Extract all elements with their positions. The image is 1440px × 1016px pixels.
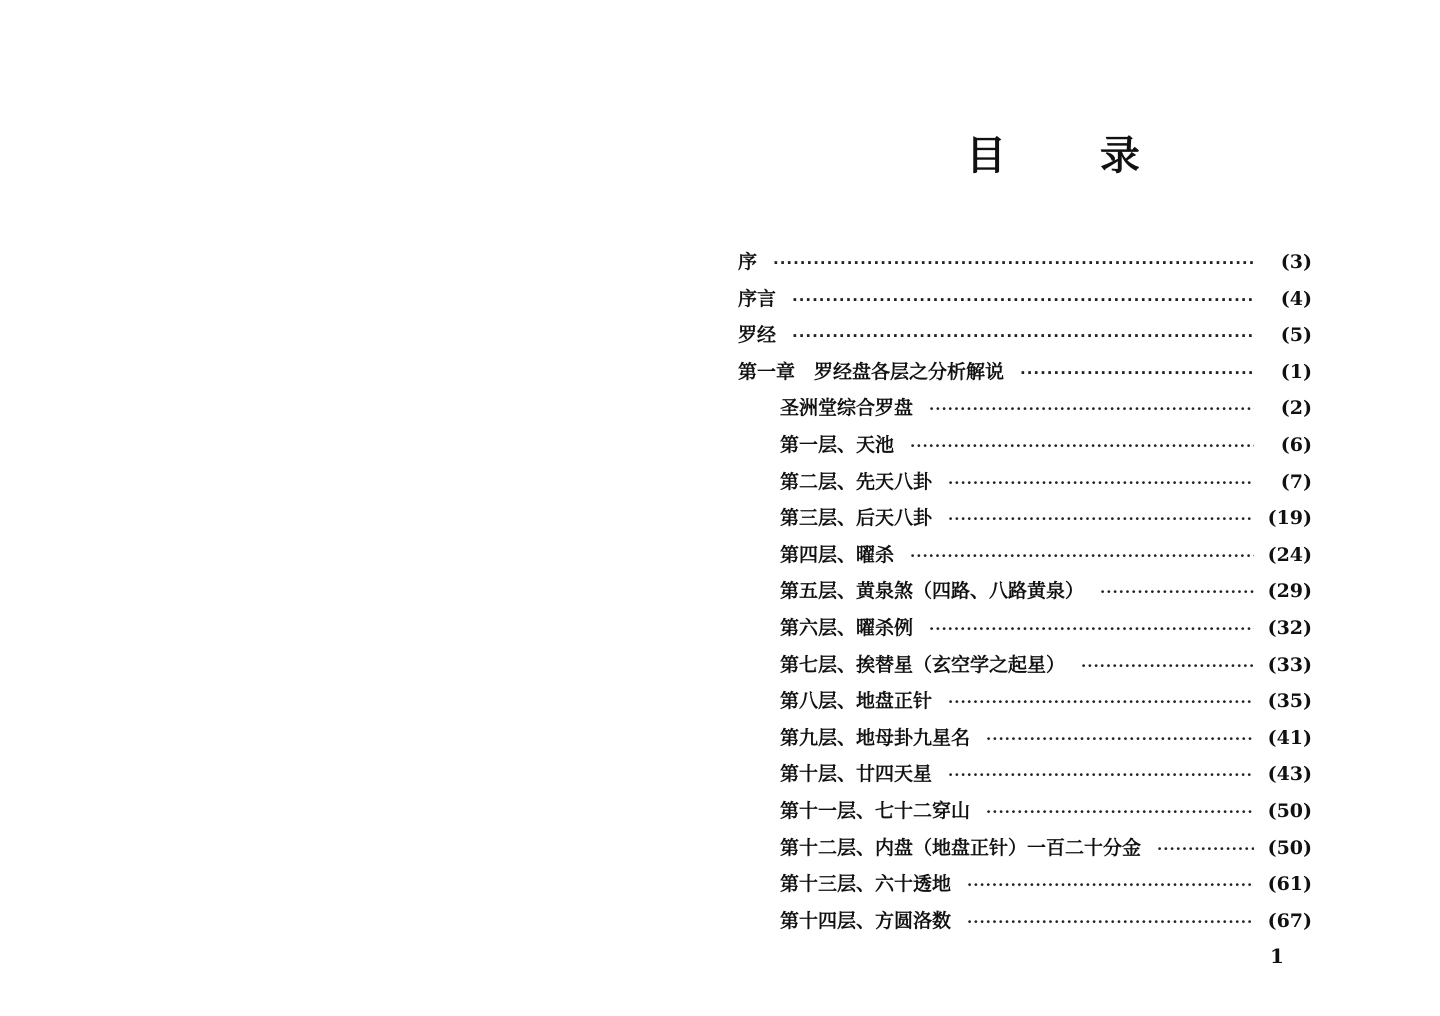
- toc-entry-page: (6): [1280, 433, 1312, 456]
- toc-entry-page: (29): [1267, 580, 1312, 603]
- toc-entry-label: 第四层、曜杀: [780, 543, 895, 566]
- toc-entry[interactable]: [738, 390, 1312, 427]
- toc-entry-label: 第五层、黄泉煞（四路、八路黄泉）: [780, 580, 1085, 603]
- toc-entry-page: (5): [1280, 324, 1312, 347]
- toc-entry-page: (24): [1267, 543, 1312, 566]
- toc-entry-label: 第三层、后天八卦: [780, 507, 933, 530]
- toc-entry-label: 罗经: [738, 324, 777, 347]
- toc-entry-page: (41): [1267, 726, 1312, 749]
- toc-entry[interactable]: [738, 500, 1312, 537]
- left-blank-page: [0, 0, 700, 1016]
- dot-leader: [1020, 355, 1254, 392]
- toc-entry[interactable]: [738, 317, 1312, 354]
- toc-entry[interactable]: [738, 281, 1312, 318]
- page-number: 1: [1270, 944, 1284, 968]
- toc-title: 目 录: [966, 133, 1180, 179]
- toc-entry[interactable]: [738, 427, 1312, 464]
- dot-leader: [910, 428, 1254, 465]
- toc-entry[interactable]: [738, 830, 1312, 867]
- toc-entry-page: (19): [1267, 507, 1312, 530]
- toc-entry[interactable]: [738, 683, 1312, 720]
- toc-entry-label: 第十层、廿四天星: [780, 763, 933, 786]
- toc-entry-label: 第十三层、六十透地: [780, 873, 952, 896]
- dot-leader: [1081, 648, 1254, 685]
- dot-leader: [1157, 831, 1254, 868]
- toc-entry-page: (67): [1267, 909, 1312, 932]
- toc-entry-label: 序: [738, 251, 758, 273]
- dot-leader: [948, 465, 1254, 502]
- toc-entry-page: (2): [1280, 397, 1312, 420]
- toc-entry-page: (50): [1267, 836, 1312, 859]
- dot-leader: [792, 318, 1254, 355]
- dot-leader: [967, 904, 1254, 941]
- dot-leader: [792, 282, 1254, 319]
- toc-entry[interactable]: [738, 866, 1312, 903]
- toc-entry-label: 第六层、曜杀例: [780, 616, 914, 639]
- toc-entry-page: (50): [1267, 799, 1312, 822]
- toc-entry-label: 圣洲堂综合罗盘: [780, 397, 914, 420]
- dot-leader: [948, 501, 1254, 538]
- toc-entry-page: (33): [1267, 653, 1312, 676]
- toc-entry[interactable]: [738, 903, 1312, 940]
- toc-entry-page: (35): [1267, 690, 1312, 713]
- toc-entry[interactable]: [738, 244, 1312, 281]
- toc-entry[interactable]: [738, 354, 1312, 391]
- toc-entry[interactable]: [738, 464, 1312, 501]
- toc-entry-page: (43): [1267, 763, 1312, 786]
- toc-entry-label: 第十一层、七十二穿山: [780, 799, 971, 822]
- toc-entry-label: 第九层、地母卦九星名: [780, 726, 971, 749]
- dot-leader: [773, 245, 1254, 282]
- toc-entry-page: (61): [1267, 873, 1312, 896]
- dot-leader: [986, 794, 1254, 831]
- toc-entry[interactable]: [738, 537, 1312, 574]
- dot-leader: [948, 684, 1254, 721]
- dot-leader: [948, 757, 1254, 794]
- toc-entry[interactable]: [738, 793, 1312, 830]
- toc-entry-page: (3): [1280, 251, 1312, 273]
- dot-leader: [967, 867, 1254, 904]
- toc-entry-page: (4): [1280, 287, 1312, 310]
- dot-leader: [929, 611, 1254, 648]
- toc-entry-label: 第十二层、内盘（地盘正针）一百二十分金: [780, 836, 1142, 859]
- dot-leader: [986, 721, 1254, 758]
- toc-entry-label: 第八层、地盘正针: [780, 690, 933, 713]
- toc-entry-label: 序言: [738, 287, 777, 310]
- toc-entry-label: 第一层、天池: [780, 433, 895, 456]
- toc-entry-label: 第七层、挨替星（玄空学之起星）: [780, 653, 1066, 676]
- toc-entry-page: (7): [1280, 470, 1312, 493]
- table-of-contents: [738, 244, 1312, 939]
- toc-entry-label: 第二层、先天八卦: [780, 470, 933, 493]
- dot-leader: [929, 391, 1254, 428]
- toc-entry-page: (32): [1267, 616, 1312, 639]
- toc-entry-page: (1): [1280, 360, 1312, 383]
- toc-entry[interactable]: [738, 610, 1312, 647]
- dot-leader: [1100, 574, 1254, 611]
- toc-entry[interactable]: [738, 720, 1312, 757]
- toc-entry[interactable]: [738, 573, 1312, 610]
- toc-entry[interactable]: [738, 756, 1312, 793]
- toc-entry[interactable]: [738, 647, 1312, 684]
- dot-leader: [910, 538, 1254, 575]
- toc-entry-label: 第十四层、方圆洛数: [780, 909, 952, 932]
- toc-entry-label: 第一章 罗经盘各层之分析解说: [738, 360, 1005, 383]
